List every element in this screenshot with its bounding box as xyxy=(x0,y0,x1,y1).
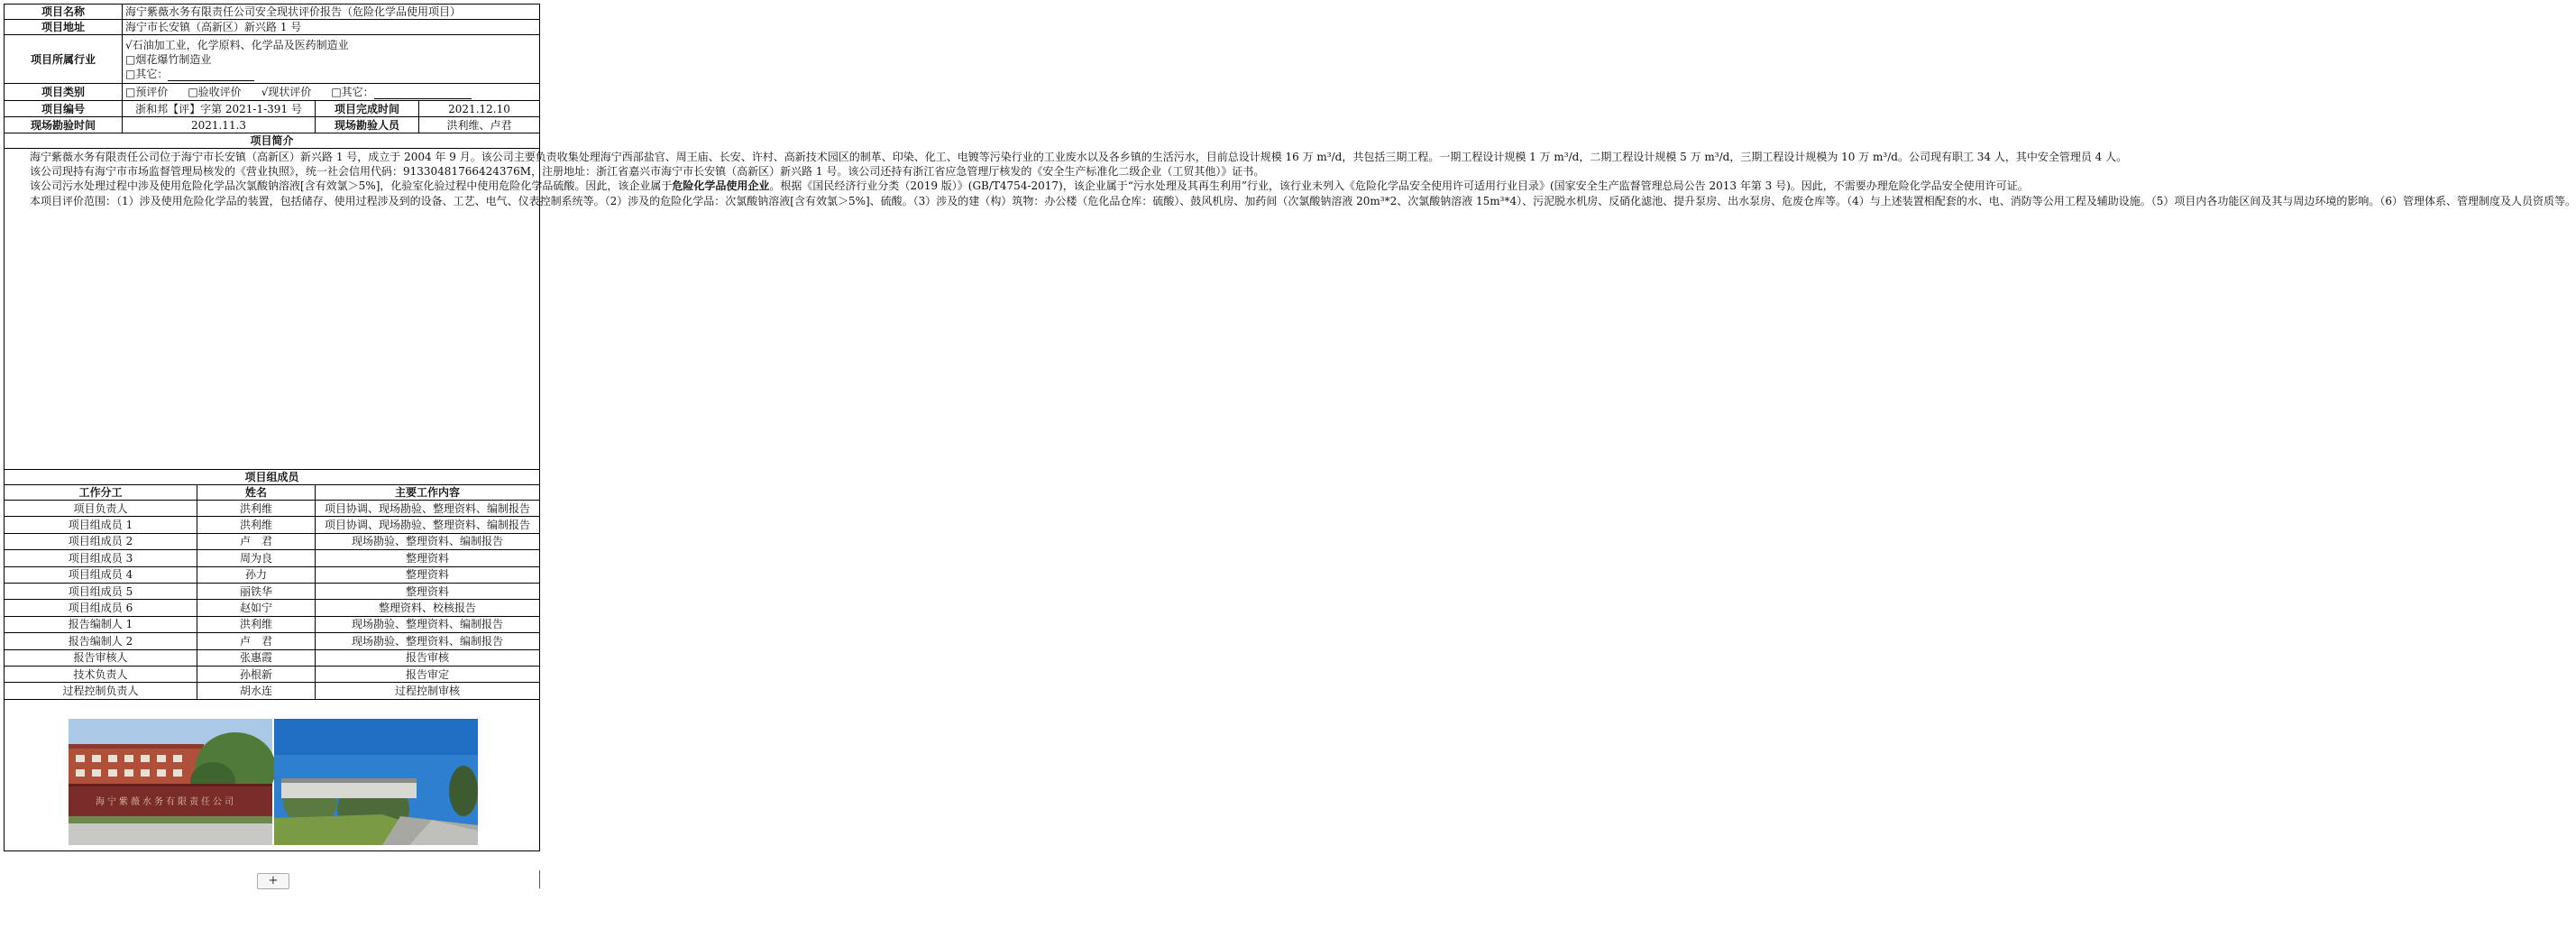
project-name-value: 海宁紫薇水务有限责任公司安全现状评价报告（危险化学品使用项目） xyxy=(123,5,540,20)
member-role: 项目组成员 5 xyxy=(5,583,197,599)
intro-paragraph-3-emphasis: 危险化学品使用企业 xyxy=(672,179,770,193)
member-role: 项目组成员 6 xyxy=(5,600,197,616)
industry-option-other[interactable] xyxy=(125,67,536,81)
member-name: 孙根新 xyxy=(197,666,316,682)
intro-paragraph-3a: 该公司污水处理过程中涉及使用危险化学品次氯酸钠溶液[含有效氯＞5%]，化验室化验过程中使用危险化学品硫酸。因此，该企业属于 xyxy=(30,179,673,193)
member-work: 过程控制审核 xyxy=(316,683,540,699)
intro-paragraph-2: 该公司现持有海宁市市场监督管理局核发的《营业执照》，统一社会信用代码：91330481766424376M，注册地址：浙江省嘉兴市海宁市长安镇（高新区）新兴路 1 号。该公司还持有浙江省应急管理厅核发的《安全生产标准化二级企业（工贸其他）》证书。 xyxy=(30,165,1265,179)
member-row xyxy=(5,649,540,666)
industry-option-chemical[interactable]: √石油加工业，化学原料、化学品及医药制造业 xyxy=(125,38,349,51)
member-name: 丽铁华 xyxy=(197,583,316,599)
member-work: 报告审定 xyxy=(316,666,540,682)
industry-options xyxy=(123,35,540,84)
member-row xyxy=(5,501,540,517)
member-name: 洪利维 xyxy=(197,616,316,632)
member-name: 洪利维 xyxy=(197,517,316,533)
member-work: 整理资料 xyxy=(316,566,540,583)
member-name: 孙力 xyxy=(197,566,316,583)
label-category: 项目类别 xyxy=(5,84,123,101)
member-role: 技术负责人 xyxy=(5,666,197,682)
member-rows xyxy=(5,501,540,700)
member-work: 项目协调、现场勘验、整理资料、编制报告 xyxy=(316,517,540,533)
category-other-blank[interactable] xyxy=(374,87,472,99)
member-row xyxy=(5,566,540,583)
member-name: 赵如宁 xyxy=(197,600,316,616)
label-project-name: 项目名称 xyxy=(5,5,123,20)
member-name: 张惠霞 xyxy=(197,649,316,666)
member-row xyxy=(5,616,540,632)
member-role: 项目组成员 1 xyxy=(5,517,197,533)
member-role: 报告编制人 2 xyxy=(5,633,197,649)
label-survey-person: 现场勘验人员 xyxy=(316,117,419,133)
col-header-role: 工作分工 xyxy=(5,485,197,501)
member-role: 项目组成员 2 xyxy=(5,533,197,549)
member-work: 整理资料、校核报告 xyxy=(316,600,540,616)
member-work: 项目协调、现场勘验、整理资料、编制报告 xyxy=(316,501,540,517)
member-row xyxy=(5,683,540,699)
label-complete-time: 项目完成时间 xyxy=(316,101,419,117)
industry-option-fireworks[interactable]: □烟花爆竹制造业 xyxy=(125,52,212,66)
member-role: 项目组成员 4 xyxy=(5,566,197,583)
category-options xyxy=(123,84,540,101)
member-name: 周为良 xyxy=(197,550,316,566)
project-address-value: 海宁市长安镇（高新区）新兴路 1 号 xyxy=(123,20,540,35)
category-option-pre[interactable]: □预评价 xyxy=(125,86,169,98)
intro-paragraph-3c: 。根据《国民经济行业分类（2019 版）》(GB/T4754-2017)，该企业属于“污水处理及其再生利用”行业，该行业未列入《危险化学品安全使用许可适用行业目录》(国家安全生产监督管理总局公告 2013 年第 3 号)。因此，不需要办理危险化学品安全使用许可证。 xyxy=(769,179,2029,193)
member-work: 整理资料 xyxy=(316,583,540,599)
label-project-address: 项目地址 xyxy=(5,20,123,35)
site-photo-treatment-plant[interactable] xyxy=(274,719,478,845)
member-work: 整理资料 xyxy=(316,550,540,566)
member-row xyxy=(5,517,540,533)
col-header-name: 姓名 xyxy=(197,485,316,501)
label-industry: 项目所属行业 xyxy=(5,35,123,84)
member-role: 过程控制负责人 xyxy=(5,683,197,699)
member-name: 洪利维 xyxy=(197,501,316,517)
intro-paragraph-4: 本项目评价范围：（1）涉及使用危险化学品的装置，包括储存、使用过程涉及到的设备、工艺、电气、仪表控制系统等。（2）涉及的危险化学品：次氯酸钠溶液[含有效氯＞5%]、硫酸。（3）涉及的建（构）筑物：办公楼（危化品仓库：硫酸）、鼓风机房、加药间（次氯酸钠溶液 20m³*2、次氯酸钠溶液 15m³*4）、污泥脱水机房、反硝化滤池、提升泵房、出水泵房、危废仓库等。（4）与上述装置相配套的水、电、消防等公用工程及辅助设施。（5）项目内各功能区间及其与周边环境的影响。（6）管理体系、管理制度及人员资质等。 xyxy=(30,194,2576,207)
col-header-work: 主要工作内容 xyxy=(316,485,540,501)
member-row xyxy=(5,533,540,549)
label-survey-time: 现场勘验时间 xyxy=(5,117,123,133)
site-photos xyxy=(69,719,478,845)
survey-person-value: 洪利维、卢君 xyxy=(419,117,540,133)
member-row xyxy=(5,550,540,566)
member-role: 报告审核人 xyxy=(5,649,197,666)
member-row xyxy=(5,600,540,616)
member-row xyxy=(5,666,540,682)
category-option-other[interactable]: □其它： xyxy=(331,86,374,98)
member-work: 现场勘验、整理资料、编制报告 xyxy=(316,616,540,632)
site-photo-office-building[interactable] xyxy=(69,719,272,845)
project-code-value: 浙和邦【评】字第 2021-1-391 号 xyxy=(123,101,316,117)
members-title: 项目组成员 xyxy=(5,470,540,485)
industry-other-label: □其它： xyxy=(125,67,169,80)
survey-time-value: 2021.11.3 xyxy=(123,117,316,133)
intro-paragraph-1: 海宁紫薇水务有限责任公司位于海宁市长安镇（高新区）新兴路 1 号，成立于 2004 年 9 月。该公司主要负责收集处理海宁西部盐官、周王庙、长安、许村、高新技术园区的制革、印染、化工、电镀等污染行业的工业废水以及各乡镇的生活污水，目前总设计规模 16 万 m³/d，共包括三期工程。一期工程设计规模 1 万 m³/d，二期工程设计规模 5 万 m³/d，三期工程设计规模为 10 万 m³/d。公司现有职工 34 人，其中安全管理员 4 人。 xyxy=(30,151,2128,163)
member-work: 现场勘验、整理资料、编制报告 xyxy=(316,633,540,649)
member-role: 项目负责人 xyxy=(5,501,197,517)
page-edge-line xyxy=(539,870,540,888)
intro-title: 项目简介 xyxy=(5,133,540,149)
member-role: 项目组成员 3 xyxy=(5,550,197,566)
complete-time-value: 2021.12.10 xyxy=(419,101,540,117)
add-row-button[interactable]: + xyxy=(257,873,289,889)
member-row xyxy=(5,583,540,599)
member-name: 胡水连 xyxy=(197,683,316,699)
photo-sign-text: 海宁紫薇水务有限责任公司 xyxy=(96,797,236,807)
member-name: 卢 君 xyxy=(197,633,316,649)
intro-paragraph-3 xyxy=(8,179,2029,193)
category-option-acceptance[interactable]: □验收评价 xyxy=(188,86,242,98)
member-name: 卢 君 xyxy=(197,533,316,549)
category-option-current[interactable]: √现状评价 xyxy=(261,86,312,98)
member-row xyxy=(5,633,540,649)
member-role: 报告编制人 1 xyxy=(5,616,197,632)
label-code: 项目编号 xyxy=(5,101,123,117)
intro-text-cell xyxy=(5,149,2576,470)
member-work: 现场勘验、整理资料、编制报告 xyxy=(316,533,540,549)
member-work: 报告审核 xyxy=(316,649,540,666)
industry-other-blank[interactable] xyxy=(168,69,254,81)
